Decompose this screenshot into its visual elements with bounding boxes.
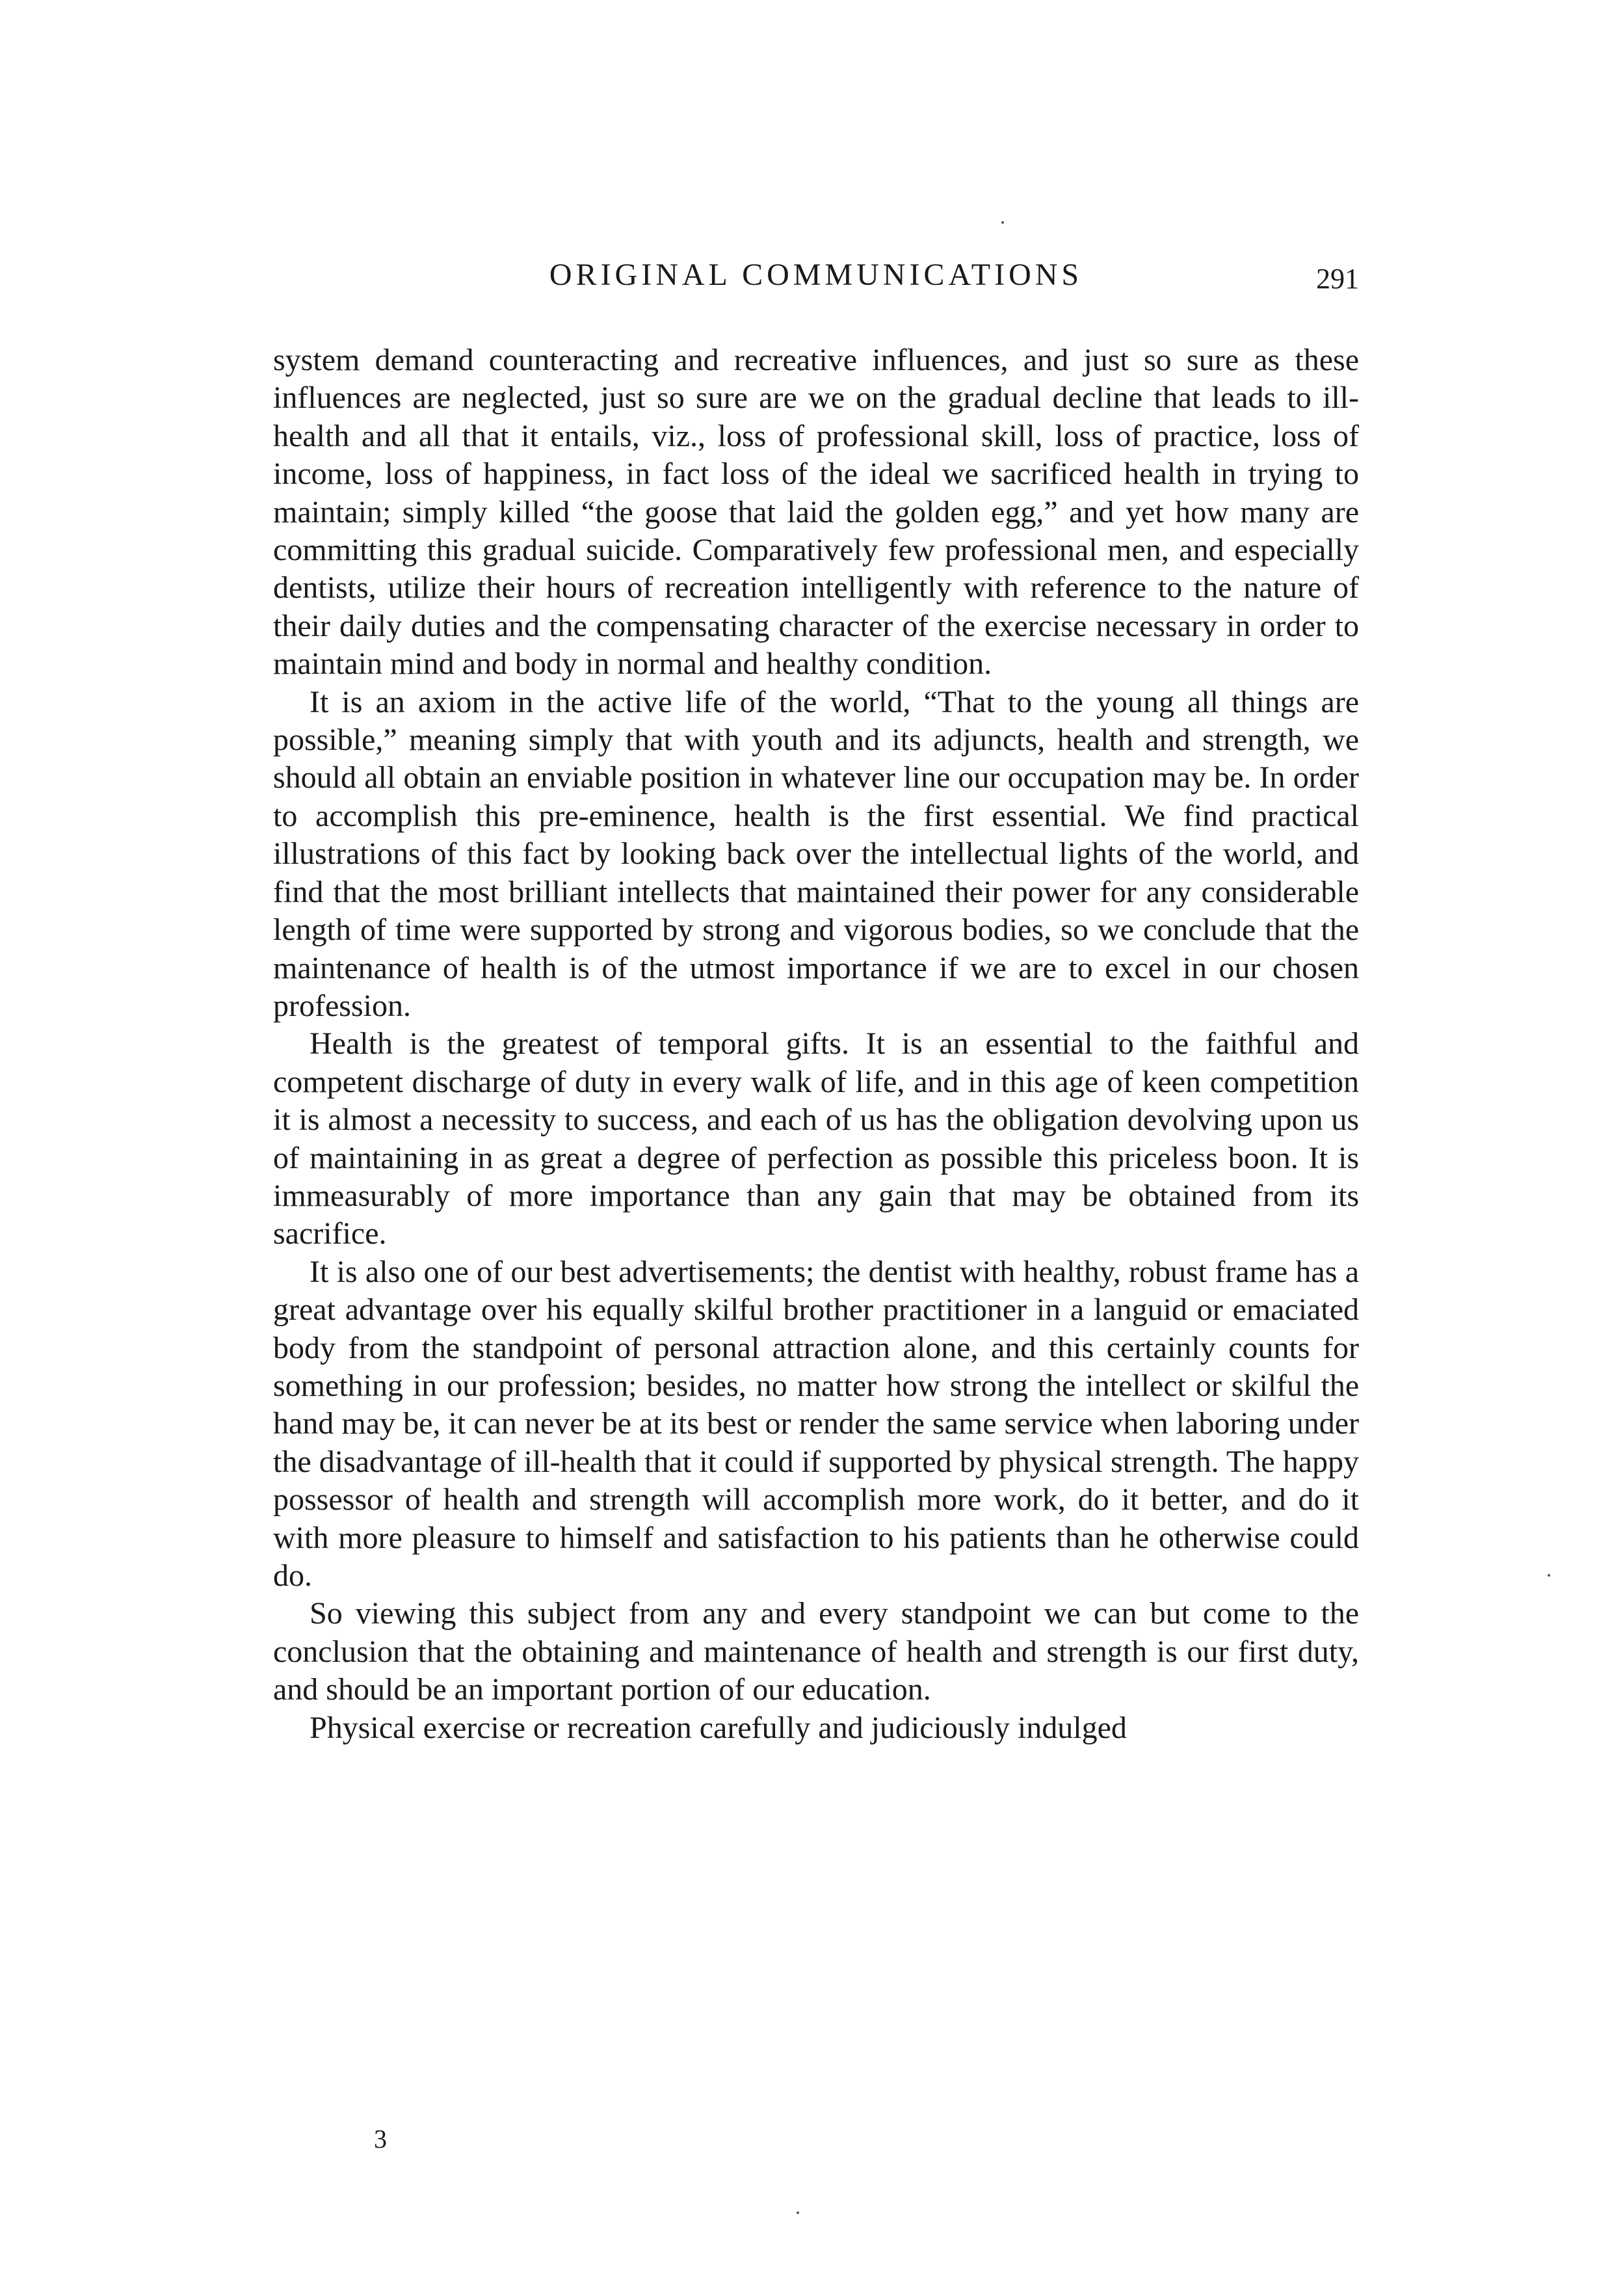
- scan-speck: [1001, 221, 1004, 224]
- body-text: [273, 341, 1359, 1747]
- paragraph: Health is the greatest of temporal gifts. It is an essential to the faithful and competent discharge of duty in every walk of life, and in this age of keen competition it is almost a necessity to success, and each of us has the obligation devolving upon us of maintaining in as great a degree of perfection as possible this priceless boon. It is immeasurably of more importance than any gain that may be obtained from its sacrifice.: [273, 1026, 1359, 1251]
- signature-mark: 3: [374, 2124, 387, 2154]
- paragraph: It is an axiom in the active life of the world, “That to the young all things are possible,” meaning simply that with youth and its adjuncts, health and strength, we should all obtain an enviable position in whatever line our occupation may be. In order to accomplish this pre-eminence, health is the first essential. We find practical illustrations of this fact by looking back over the intellectual lights of the world, and find that the most brilliant intellects that maintained their power for any considerable length of time were supported by strong and vigorous bodies, so we conclude that the maintenance of health is of the utmost importance if we are to excel in our chosen profession.: [273, 684, 1359, 1023]
- running-title: ORIGINAL COMMUNICATIONS: [549, 258, 1083, 292]
- paragraph: Physical exercise or recreation carefully and judiciously indulged: [310, 1710, 1127, 1745]
- scan-speck: [797, 2211, 799, 2214]
- paragraph: So viewing this subject from any and every standpoint we can but come to the conclusion that the obtaining and maintenance of health and strength is our first duty, and should be an important portion of our education.: [273, 1596, 1359, 1707]
- paragraph: It is also one of our best advertisements; the dentist with healthy, robust frame has a great advantage over his equally skilful brother practitioner in a languid or emaciated body from the standpoint of personal attraction alone, and this certainly counts for something in our profession; besides, no matter how strong the intellect or skilful the hand may be, it can never be at its best or render the same service when laboring under the disadvantage of ill-health that it could if supported by physical strength. The happy possessor of health and strength will accomplish more work, do it better, and do it with more pleasure to himself and satisfaction to his patients than he otherwise could do.: [273, 1254, 1359, 1593]
- scan-speck: [1548, 1574, 1550, 1577]
- paragraph: system demand counteracting and recreative influences, and just so sure as these influences are neglected, just so sure are we on the gradual decline that leads to ill-health and all that it entails, viz., loss of professional skill, loss of practice, loss of income, loss of happiness, in fact loss of the ideal we sacrificed health in trying to maintain; simply killed “the goose that laid the golden egg,” and yet how many are committing this gradual suicide. Comparatively few professional men, and especially dentists, utilize their hours of recreation intelligently with reference to the nature of their daily duties and the compensating character of the exercise necessary in order to maintain mind and body in normal and healthy condition.: [273, 343, 1359, 682]
- page-number: 291: [1316, 263, 1359, 295]
- running-head: [273, 257, 1359, 309]
